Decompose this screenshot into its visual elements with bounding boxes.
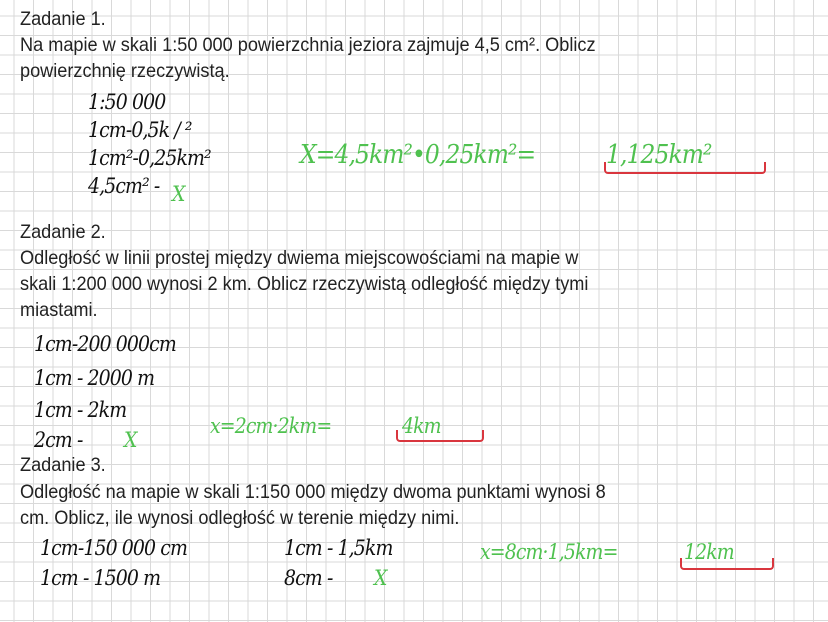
handwriting: 1cm - 1500 m <box>40 566 161 590</box>
solution: x=8cm·1,5km= <box>480 540 618 564</box>
task1-text: Na mapie w skali 1:50 000 powierzchnia jeziora zajmuje 4,5 cm². Oblicz <box>20 34 596 56</box>
answer: 12km <box>684 540 734 564</box>
handwriting: 8cm - <box>284 566 333 590</box>
handwriting: 1cm-150 000 cm <box>40 536 187 560</box>
handwriting: 1:50 000 <box>88 90 166 114</box>
handwriting: 4,5cm² - <box>88 174 160 198</box>
unknown-x: X <box>172 182 185 206</box>
handwriting: 1cm - 2000 m <box>34 366 155 390</box>
unknown-x: X <box>124 428 137 452</box>
answer-underline <box>680 558 774 570</box>
handwriting: 1cm - 1,5km <box>284 536 393 560</box>
task3-text: cm. Oblicz, ile wynosi odległość w terenie między nimi. <box>20 507 460 529</box>
task2-text: skali 1:200 000 wynosi 2 km. Oblicz rzeczywistą odległość między tymi <box>20 273 589 295</box>
handwriting: 1cm - 2km <box>34 398 127 422</box>
answer: 1,125km² <box>606 140 712 170</box>
task1-text: powierzchnię rzeczywistą. <box>20 60 230 82</box>
handwriting: 1cm²-0,25km² <box>88 146 211 170</box>
task3-text: Odległość na mapie w skali 1:150 000 między dwoma punktami wynosi 8 <box>20 481 606 503</box>
handwriting: 2cm - <box>34 428 83 452</box>
unknown-x: X <box>374 566 387 590</box>
task2-title: Zadanie 2. <box>20 221 106 243</box>
answer-underline <box>396 430 484 442</box>
task3-title: Zadanie 3. <box>20 454 106 476</box>
answer-underline <box>604 162 766 174</box>
task2-text: Odległość w linii prostej między dwiema miejscowościami na mapie w <box>20 247 579 269</box>
solution: X=4,5km²•0,25km²= <box>300 140 536 170</box>
answer: 4km <box>402 414 441 438</box>
solution: x=2cm·2km= <box>210 414 332 438</box>
handwriting: 1cm-200 000cm <box>34 332 176 356</box>
task1-title: Zadanie 1. <box>20 8 106 30</box>
task2-text: miastami. <box>20 299 98 321</box>
handwriting: 1cm-0,5k / ² <box>88 118 192 142</box>
